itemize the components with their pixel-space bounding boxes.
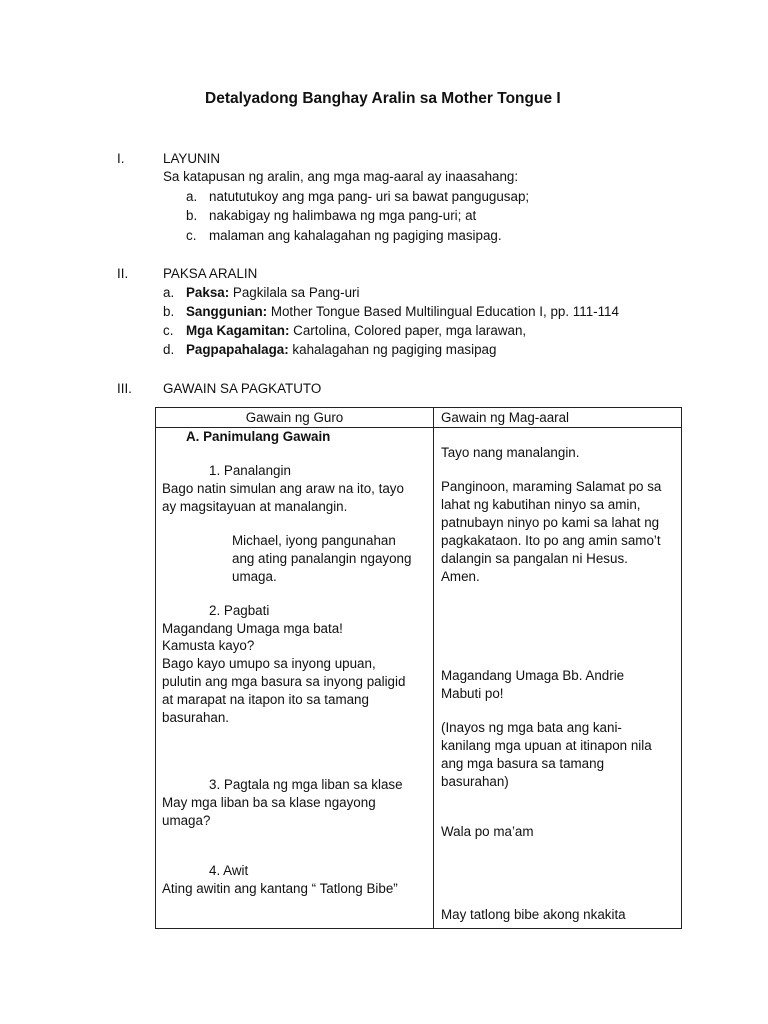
materials-label: Mga Kagamitan: [186,323,290,338]
teacher-line: ay magsitayuan at manalangin. [162,499,348,514]
student-line: patnubayn ninyo po kami sa lahat ng [441,515,660,530]
teacher-line: May mga liban ba sa klase ngayong [162,795,376,810]
subject-letter: a. [163,285,175,300]
teacher-line: Bago kayo umupo sa inyong upuan, [162,656,376,671]
student-line: (Inayos ng mga bata ang kani- [441,720,622,735]
materials-line [186,322,526,340]
student-line: Wala po ma’am [441,824,534,839]
teacher-line: pulutin ang mga basura sa inyong paligid [162,674,406,689]
teacher-line: Kamusta kayo? [162,638,255,653]
objective-text: nakabigay ng halimbawa ng mga pang-uri; at [209,208,477,223]
step-2-heading: 2. Pagbati [209,603,270,618]
student-line: kanilang mga upuan at itinapon nila [441,738,652,753]
student-line: Amen. [441,569,480,584]
teacher-line: at marapat na itapon ito sa tamang [162,692,369,707]
section-1-number: I. [117,151,125,166]
student-line: Mabuti po! [441,686,504,701]
student-line: May tatlong bibe akong nkakita [441,907,626,922]
objective-letter: c. [186,228,197,243]
header-teacher: Gawain ng Guro [245,410,344,425]
objective-text: malaman ang kahalagahan ng pagiging masipag. [209,228,502,243]
objective-text: natututukoy ang mga pang- uri sa bawat pangugusap; [209,189,530,204]
materials-value: Cartolina, Colored paper, mga larawan, [289,323,527,338]
reference-value: Mother Tongue Based Multilingual Education I, pp. 111-114 [267,304,619,319]
section-2-number: II. [117,266,129,281]
student-line: basurahan) [441,774,509,789]
step-1-heading: 1. Panalangin [209,463,291,478]
values-letter: d. [163,342,175,357]
subject-label: Paksa: [186,285,230,300]
step-3-heading: 3. Pagtala ng mga liban sa klase [209,777,403,792]
teacher-line: ang ating panalangin ngayong [232,551,412,566]
activities-table [155,407,682,929]
reference-letter: b. [163,304,175,319]
objective-letter: b. [186,208,198,223]
student-line: Magandang Umaga Bb. Andrie [441,668,625,683]
teacher-line: umaga? [162,813,211,828]
teacher-line: basurahan. [162,710,230,725]
step-4-heading: 4. Awit [209,863,249,878]
objective-letter: a. [186,189,198,204]
student-line: dalangin sa pangalan ni Hesus. [441,551,628,566]
section-3-heading: GAWAIN SA PAGKATUTO [163,381,322,396]
teacher-line: Michael, iyong pangunahan [232,533,396,548]
reference-label: Sanggunian: [186,304,268,319]
table-column-divider [433,408,434,928]
teacher-line: Ating awitin ang kantang “ Tatlong Bibe” [162,881,398,896]
values-line [186,341,496,359]
part-a-heading: A. Panimulang Gawain [186,429,331,444]
section-2-heading: PAKSA ARALIN [163,266,258,281]
teacher-line: umaga. [232,569,277,584]
section-3-number: III. [117,381,132,396]
student-line: pagkakataon. Ito po ang amin samo’t [441,533,661,548]
student-line: ang mga basura sa tamang [441,756,605,771]
section-1-intro: Sa katapusan ng aralin, ang mga mag-aaral ay inaasahang: [163,169,519,184]
teacher-line: Bago natin simulan ang araw na ito, tayo [162,481,404,496]
page-title: Detalyadong Banghay Aralin sa Mother Tongue I [205,90,561,107]
subject-value: Pagkilala sa Pang-uri [229,285,360,300]
student-line: Tayo nang manalangin. [441,445,580,460]
subject-line [186,284,359,302]
student-line: Panginoon, maraming Salamat po sa [441,479,662,494]
teacher-line: Magandang Umaga mga bata! [162,621,343,636]
student-line: lahat ng kabutihan ninyo sa amin, [441,497,641,512]
materials-letter: c. [163,323,174,338]
values-label: Pagpapahalaga: [186,342,289,357]
header-student: Gawain ng Mag-aaral [441,410,570,425]
section-1-heading: LAYUNIN [163,151,221,166]
reference-line [186,303,619,321]
values-value: kahalagahan ng pagiging masipag [288,342,497,357]
